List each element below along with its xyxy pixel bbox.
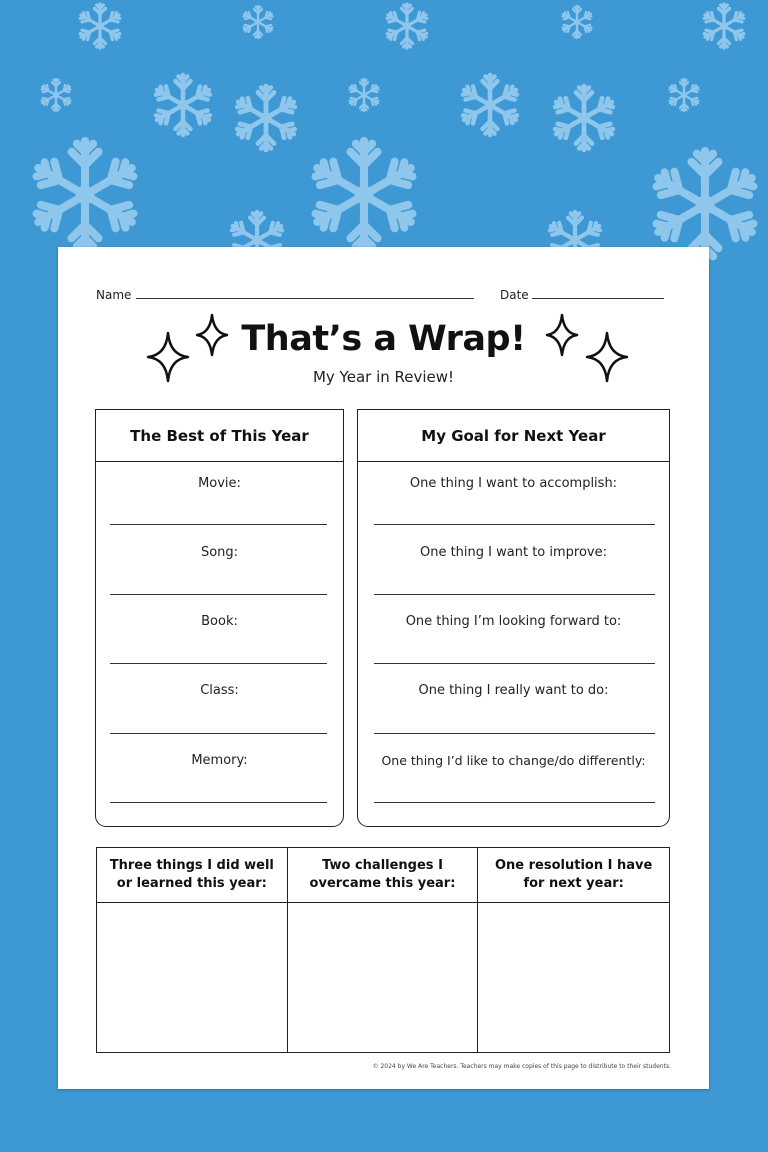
page-subtitle: My Year in Review! (312, 368, 455, 386)
answer-line-accomplish[interactable] (374, 524, 655, 525)
snowflake-icon (234, 86, 297, 150)
snowflake-icon (31, 141, 138, 249)
answer-line-class[interactable] (110, 733, 327, 734)
snowflake-icon (40, 79, 72, 111)
name-field-line[interactable] (136, 298, 474, 299)
snowflake-icon (310, 141, 417, 249)
answer-line-want-to-do[interactable] (374, 733, 655, 734)
snowflake-icon (78, 4, 122, 48)
reflection-table (96, 847, 670, 1053)
prompt-class: Class: (200, 683, 239, 698)
snowflake-icon (385, 4, 429, 48)
best-of-year-box (95, 409, 344, 827)
answer-line-looking-forward[interactable] (374, 663, 655, 664)
worksheet-page (58, 247, 709, 1089)
snowflake-icon (702, 4, 746, 48)
answer-line-movie[interactable] (110, 524, 327, 525)
prompt-memory: Memory: (191, 753, 248, 768)
date-label: Date (500, 288, 529, 302)
snowflake-icon (242, 6, 274, 38)
answer-line-memory[interactable] (110, 802, 327, 803)
prompt-song: Song: (200, 545, 239, 560)
copyright-footer: © 2024 by We Are Teachers. Teachers may make copies of this page to distribute to their students. (372, 1063, 671, 1070)
snowflake-icon (668, 79, 700, 111)
page-title: That’s a Wrap! (241, 319, 526, 359)
answer-line-improve[interactable] (374, 594, 655, 595)
reflection-header-well-learned: Three things I did well or learned this year: (97, 848, 288, 903)
snowflake-icon (460, 75, 519, 135)
answer-line-song[interactable] (110, 594, 327, 595)
snowflake-icon (561, 6, 593, 38)
prompt-book: Book: (201, 614, 238, 629)
snowflake-icon (552, 86, 615, 150)
snowflake-icon (651, 151, 758, 259)
prompt-improve: One thing I want to improve: (419, 545, 607, 560)
prompt-accomplish: One thing I want to accomplish: (409, 476, 618, 491)
prompt-want-to-do: One thing I really want to do: (418, 683, 609, 698)
reflection-header-resolution: One resolution I have for next year: (478, 848, 669, 903)
reflection-header-challenges: Two challenges I overcame this year: (288, 848, 479, 903)
reflection-answer-well-learned[interactable] (97, 903, 288, 1052)
prompt-movie: Movie: (198, 476, 241, 491)
snowflake-icon (348, 79, 380, 111)
prompt-looking-forward: One thing I’m looking forward to: (405, 614, 622, 629)
best-of-year-heading: The Best of This Year (96, 410, 343, 462)
goals-box (357, 409, 670, 827)
reflection-answer-resolution[interactable] (478, 903, 669, 1052)
name-label: Name (96, 288, 132, 302)
snowflake-icon (153, 75, 212, 135)
date-field-line[interactable] (532, 298, 664, 299)
answer-line-book[interactable] (110, 663, 327, 664)
goals-heading: My Goal for Next Year (358, 410, 669, 462)
prompt-change: One thing I’d like to change/do differently: (381, 753, 646, 768)
answer-line-change[interactable] (374, 802, 655, 803)
reflection-answer-challenges[interactable] (288, 903, 479, 1052)
